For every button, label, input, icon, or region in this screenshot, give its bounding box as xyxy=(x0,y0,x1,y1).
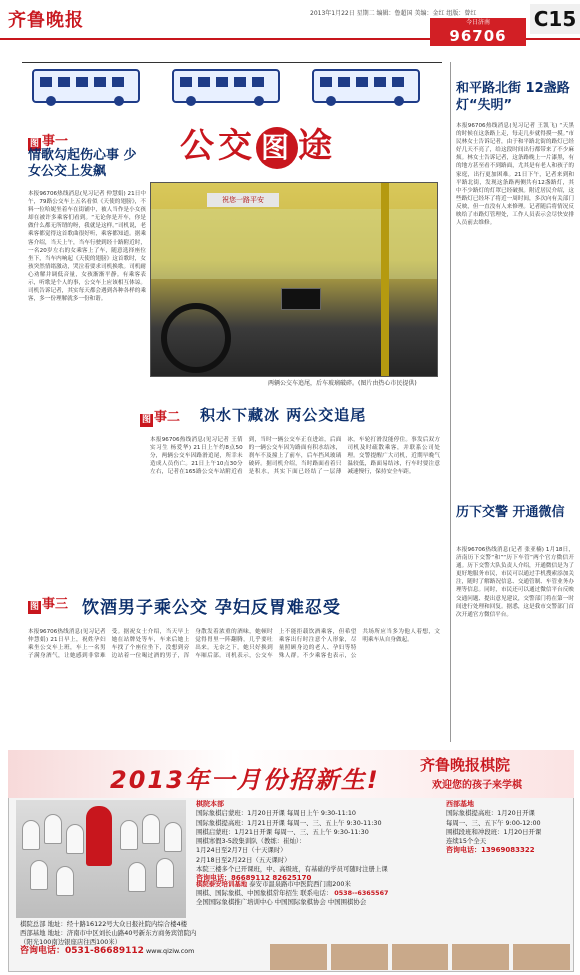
streetlight-body: 本报96706热线消息(见习记者 王凯飞) “天黑的时候在这条路上走，每走几步就得摸一摸。”市民林女士告诉记者，由于和平路北街的路灯已经好几天不亮了，给这段时间出行都带来了不少麻烦。林女士告诉记者，这条路晚上一片漆黑，有的地方甚至看不到路面，尤其是有老人和孩子的家庭，出行更加困难。21日下午，记者来到和平路北街，发现这条路两侧共有12盏路灯，其中不少路灯的灯罩已经破损。附近居民介绍，这些路灯已经坏了将近一周时间，多次向有关部门反映，但一直没有人来修理。记者随后将情况反映给了市路灯管理处，工作人员表示会尽快安排人员前去维修。 xyxy=(456,123,574,227)
hotline-badge xyxy=(430,18,526,46)
feature-title xyxy=(180,118,336,169)
taian-line: 围棋、国际象棋、中国象棋常年招生 联系电话： xyxy=(196,889,333,897)
story1-body: 本报96706热线消息(见习记者 仲慧娟) 21日中午，79路公交车上五名看似《天使的翅膀》，不料一位哈妮坐着车在街铺中，被人当作是小女孩却在被许多乘客们看到。“无论你是开车，你是做什么都无所谓的呀，我就是这样。”司机说，老乘客都觉得这首歌曲很好听，乘客都知道。据乘客介绍，当天上午，当车行驶到经十路附近时，一名20岁左右的女乘客上了车，随意选择座位坐下，当车内响起《天使的翅膀》这首歌时，女孩突然情绪激动，哭泣着要求司机换歌。司机耐心劝解并调低音量，女孩渐渐平静。有乘客表示，听歌是个人的事，公交车上应该相互体谅。司机告诉记者，其实每天都会遇到各种各样的乘客，多一份理解就多一份和谐。 xyxy=(28,191,146,303)
course-line: 围棋段班和冲段班：1月20日开课 xyxy=(446,827,542,836)
student-photo xyxy=(270,944,327,970)
story-icon: 图 xyxy=(141,415,151,425)
student-photo xyxy=(513,944,570,970)
bus-banner xyxy=(22,62,442,108)
streetlight-headline[interactable]: 和平路北街 12盏路灯“失明” xyxy=(456,81,570,113)
ad-contact xyxy=(20,920,220,956)
headquarters-phone: 咨询电话：86689112 82625170 xyxy=(196,874,312,883)
course-line: 围棋启蒙班：1月21日开课 每周一、三、五上午 9:30-11:30 xyxy=(196,827,369,836)
taian-phone: 0538--6365567 xyxy=(334,889,389,897)
west-base-title: 西部基地 xyxy=(446,800,474,808)
steering-wheel xyxy=(161,303,231,373)
student-photo xyxy=(331,944,388,970)
headquarters-courses xyxy=(196,800,446,884)
ad-title[interactable]: 2013年一月份招新生! xyxy=(110,766,380,794)
course-line: 本院三楼多个已开课班，中、高级班，有基础的学员可随时注册上课 xyxy=(196,865,388,874)
story-icon: 图 xyxy=(29,602,39,612)
photo-caption: 两辆公交车追尾，后车玻璃破碎。(图片由热心市民提供) xyxy=(268,380,417,387)
bus-icon xyxy=(312,69,420,103)
ad-brand: 齐鲁晚报棋院 xyxy=(420,756,511,774)
west-base-phone: 咨询电话：13969083322 xyxy=(446,846,535,855)
wechat-body: 本报96706热线消息(记者 张亚楠) 1月18日，济南历下交警“和”“历下车管”两个官方微信开通。历下交警大队负责人介绍，开通微信是为了更好地服务市民，市民可以通过手机搜索添加关注，随时了解路况信息、交通管制、车管业务办理等信息。同时，市民还可以通过微信平台反映交通问题、提出意见建议，交警部门将在第一时间进行处理和回复。据悉，这是我市交警部门首次开通官方微信平台。 xyxy=(456,547,574,618)
feature-title-left: 公交 xyxy=(180,126,256,166)
story3-headline[interactable]: 饮酒男子乘公交 孕妇反胃难忍受 xyxy=(82,598,341,618)
course-line: 国际象棋提高班：1月20日开课 xyxy=(446,809,535,818)
feature-title-right: 途 xyxy=(298,126,336,166)
story3-tag: 图 事三 xyxy=(29,597,69,612)
student-photo xyxy=(392,944,449,970)
newspaper-logo[interactable]: 齐鲁晚报 xyxy=(8,10,84,31)
story1-headline[interactable]: 情歌勾起伤心事 少女公交上发飙 xyxy=(28,148,137,179)
chess-pieces-image xyxy=(16,800,186,918)
bus-accident-photo[interactable] xyxy=(150,182,438,377)
bus-icon xyxy=(32,69,140,103)
course-line: 2月18日至2月22日（五天课时） xyxy=(196,855,291,864)
bus-destination-sign: 祝您一路平安 xyxy=(207,193,279,207)
taian-title: 棋院泰安培训基地 xyxy=(196,880,248,888)
ad-phone: 咨询电话：0531-86689112 xyxy=(20,946,144,956)
west-base-courses xyxy=(446,800,570,856)
story-icon: 图 xyxy=(29,139,39,149)
story2-body: 本报96706热线消息(见习记者 王倩 实习生 杨爱华) 21日上午约8点50分，两辆公交车因路滑追尾，所幸未造成人员伤亡。21日上午10点30分左右，记者在165路公交车站附近看到，当时一辆公交车正在进站，后面的一辆公交车因为路面有积水结冰，刹车不及撞上了前车，后车挡风玻璃破碎。据司机介绍，当时路面看着只是积水，其实下面已经结了一层薄冰，车轮打滑没能停住。事发后双方司机及时疏散乘客，并联系公司处理。交警提醒广大司机，近期早晚气温较低，路面易结冰，行车时要注意减速慢行，保持安全车距。 xyxy=(150,437,440,476)
course-line: 1月24日至2月7日（十天课时） xyxy=(196,846,287,855)
course-line: 国际象棋启蒙班：1月20日开课 每周日上午 9:30-11:10 xyxy=(196,809,356,818)
address-line: 棋院总部 地址：经十路16122号大众日报社院内综合楼4楼 xyxy=(20,920,188,928)
taian-line: 全国国际象棋推广培训中心 中国国际象棋协会 中国围棋协会 xyxy=(196,898,367,906)
story3-body: 本报96706热线消息(见习记者 仲慧娟) 21日早上，祝姓孕妇乘坐公交车上班，车上一名男子满身酒气，让她感到非常难受。据祝女士介绍，当天早上她在站牌处等车，车来后她上车找了个座位坐下，没想到旁边站着一位喝过酒的男子，浑身散发着浓重的酒味，她顿时觉得胃里一阵翻腾，几乎要吐出来。无奈之下，她只好换到车厢后部。司机表示，公交车上不能拒载饮酒乘客，但希望乘客出行时注意个人形象，尽量照顾身边的老人、孕妇等特殊人群。不少乘客也表示，公共场所应当多为他人着想，文明乘车从自身做起。 xyxy=(28,629,440,660)
page-number: C15 xyxy=(530,4,580,34)
ad-slogan: 欢迎您的孩子来学棋 xyxy=(432,780,522,791)
section-label: 今日济南 xyxy=(465,19,490,26)
course-line: 围棋寒假3-5段集训队（教练：崔灿）： xyxy=(196,837,306,846)
story2-tag: 图 事二 xyxy=(141,410,181,425)
story2-headline[interactable]: 积水下藏冰 两公交追尾 xyxy=(200,406,367,424)
address-line: 西部基地 地址：济南市中区刘长山路40号新东方商务宾馆院内 xyxy=(20,929,197,937)
hotline-number: 96706 xyxy=(449,27,507,45)
address-line: （阳光100南边银座店往西100米） xyxy=(20,938,122,946)
story1-tag: 图 事一 xyxy=(29,134,69,149)
dateline: 2013年1月22日 星期二 编辑：鲁超国 美编：金红 组版：曾红 xyxy=(310,10,477,17)
course-line: 连续15个全天 xyxy=(446,837,487,846)
feature-title-badge: 图 xyxy=(256,127,298,169)
student-photos xyxy=(270,944,570,970)
course-line: 国际象棋提高班：1月21日开课 每周一、三、五上午 9:30-11:30 xyxy=(196,818,382,827)
headquarters-title: 棋院本部 xyxy=(196,800,224,808)
ad-website[interactable]: www.qiziw.com xyxy=(145,947,195,955)
bus-icon xyxy=(172,69,280,103)
red-king-piece xyxy=(86,806,112,866)
taian-address: 泰安市温泉路市中医院西门南200米 xyxy=(249,880,351,888)
taian-base xyxy=(196,880,570,907)
wechat-headline[interactable]: 历下交警 开通微信 xyxy=(456,505,565,520)
student-photo xyxy=(452,944,509,970)
course-line: 每周一、三、五下午 9:00-12:00 xyxy=(446,818,541,827)
